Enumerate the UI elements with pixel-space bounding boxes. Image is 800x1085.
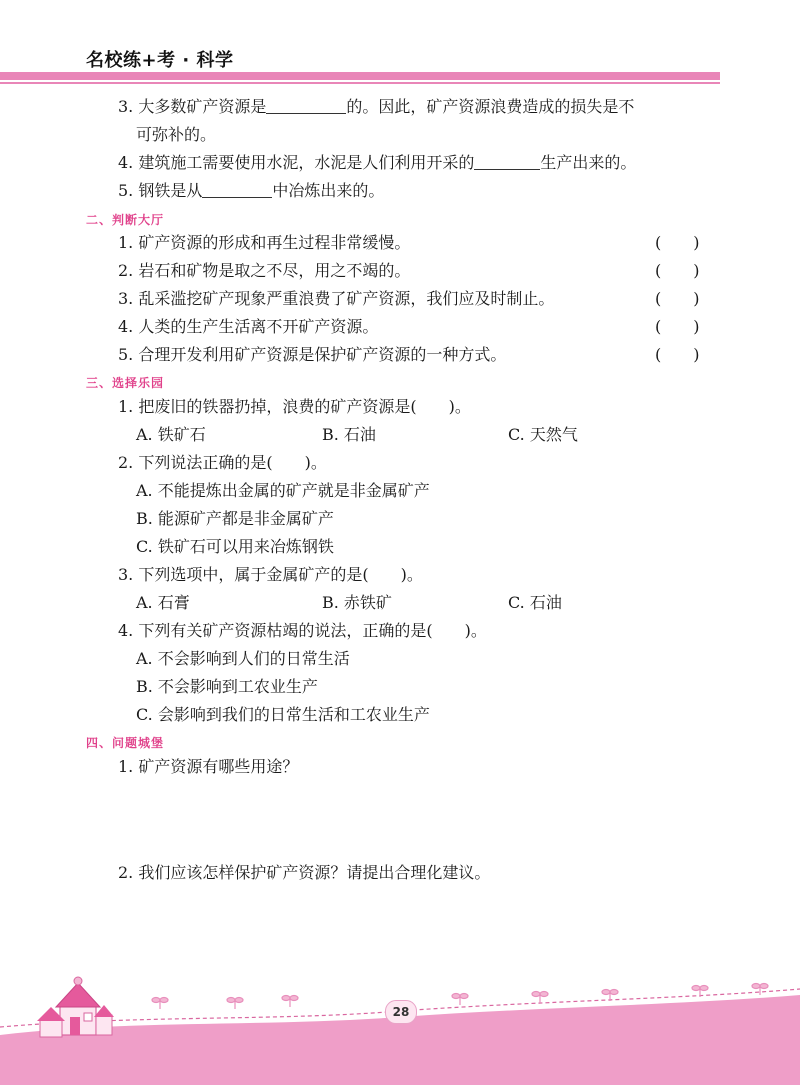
answer-blank[interactable] <box>202 181 272 198</box>
choice-question-2: 2. 下列说法正确的是( )。 <box>118 453 327 472</box>
question-text: 5. 钢铁是从 <box>118 181 203 200</box>
choice-option[interactable]: A. 铁矿石 <box>136 425 206 444</box>
question-text: 3. 大多数矿产资源是 <box>118 97 267 116</box>
judge-answer-3[interactable]: ( ) <box>655 289 700 308</box>
judge-item-3: 3. 乱采滥挖矿产现象严重浪费了矿产资源，我们应及时制止。 <box>118 289 555 308</box>
fill-question-5 <box>118 180 384 202</box>
choice-option[interactable]: A. 石膏 <box>136 593 190 612</box>
section-title-judge: 二、判断大厅 <box>86 213 165 227</box>
judge-answer-5[interactable]: ( ) <box>655 345 700 364</box>
fill-question-3-cont: 可弥补的。 <box>136 125 217 144</box>
choice-option[interactable]: B. 不会影响到工农业生产 <box>136 677 318 696</box>
page-header <box>0 0 800 90</box>
answer-blank[interactable] <box>474 153 540 170</box>
choice-option[interactable]: B. 能源矿产都是非金属矿产 <box>136 509 334 528</box>
judge-answer-1[interactable]: ( ) <box>655 233 700 252</box>
question-text: 4. 建筑施工需要使用水泥，水泥是人们利用开采的 <box>118 153 475 172</box>
judge-item-5: 5. 合理开发利用矿产资源是保护矿产资源的一种方式。 <box>118 345 507 364</box>
section-title-questions: 四、问题城堡 <box>86 736 165 750</box>
open-question-2: 2. 我们应该怎样保护矿产资源？请提出合理化建议。 <box>118 863 491 882</box>
house-icon <box>37 977 114 1037</box>
judge-answer-2[interactable]: ( ) <box>655 261 700 280</box>
question-text: 生产出来的。 <box>540 153 637 172</box>
choice-option[interactable]: A. 不会影响到人们的日常生活 <box>136 649 350 668</box>
judge-item-4: 4. 人类的生产生活离不开矿产资源。 <box>118 317 379 336</box>
judge-item-1: 1. 矿产资源的形成和再生过程非常缓慢。 <box>118 233 411 252</box>
judge-item-2: 2. 岩石和矿物是取之不尽，用之不竭的。 <box>118 261 411 280</box>
choice-option[interactable]: B. 赤铁矿 <box>322 593 392 612</box>
choice-option[interactable]: C. 石油 <box>508 593 562 612</box>
answer-blank[interactable] <box>266 97 346 114</box>
fill-question-3 <box>118 96 634 118</box>
choice-option[interactable]: C. 会影响到我们的日常生活和工农业生产 <box>136 705 430 724</box>
section-title-choice: 三、选择乐园 <box>86 376 165 390</box>
page-footer <box>0 975 800 1085</box>
question-text: 的。因此，矿产资源浪费造成的损失是不 <box>346 97 635 116</box>
footer-wave-decoration <box>0 975 800 1085</box>
fill-question-4 <box>118 152 636 174</box>
choice-option[interactable]: C. 铁矿石可以用来冶炼钢铁 <box>136 537 334 556</box>
choice-option[interactable]: C. 天然气 <box>508 425 578 444</box>
judge-answer-4[interactable]: ( ) <box>655 317 700 336</box>
header-rule <box>0 82 720 84</box>
question-text: 中冶炼出来的。 <box>272 181 385 200</box>
choice-option[interactable]: A. 不能提炼出金属的矿产就是非金属矿产 <box>136 481 430 500</box>
choice-question-3: 3. 下列选项中，属于金属矿产的是( )。 <box>118 565 423 584</box>
choice-option[interactable]: B. 石油 <box>322 425 376 444</box>
header-band <box>0 72 720 80</box>
open-question-1: 1. 矿产资源有哪些用途？ <box>118 757 299 776</box>
choice-question-1: 1. 把废旧的铁器扔掉，浪费的矿产资源是( )。 <box>118 397 471 416</box>
book-title: 名校练+考 · 科学 <box>86 50 234 71</box>
page-number-badge: 28 <box>385 1000 417 1024</box>
choice-question-4: 4. 下列有关矿产资源枯竭的说法，正确的是( )。 <box>118 621 487 640</box>
